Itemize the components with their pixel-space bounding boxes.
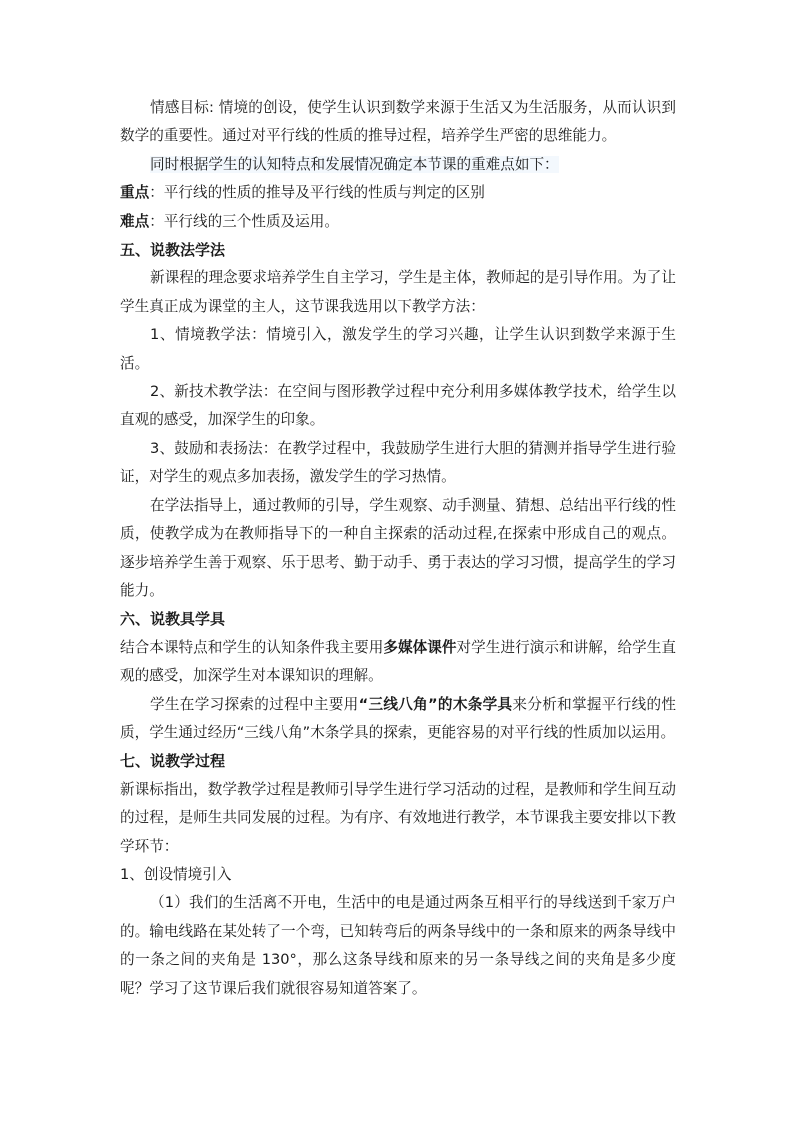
difficult-point — [120, 208, 676, 236]
section-heading-6: 六、说教具学具 — [120, 610, 226, 629]
goal-text: 情境的创设，使学生认识到数学来源于生活又为生活服务，从而认识到数学的重要性。通过对平行线的性质的推导过程，培养学生严密的思维能力。 — [120, 99, 676, 145]
p6-2-c: 来分析和掌握平行线的性质，学生通过经历“三线八角”木条学具的探索，更能容易的对平行线的性质加以运用。 — [120, 695, 676, 741]
goal-paragraph: 情感目标: 情境的创设，使学生认识到数学来源于生活又为生活服务，从而认识到数学的重要性。通过对平行线的性质的推导过程，培养学生严密的思维能力。 — [120, 99, 676, 145]
paragraph-5-5: 在学法指导上，通过教师的引导，学生观察、动手测量、猜想、总结出平行线的性质，使教学成为在教师指导下的一种自主探索的活动过程,在探索中形成自己的观点。逐步培养学生善于观察、乐于思考、勤于动手、勇于表达的学习习惯，提高学生的学习能力。 — [120, 496, 676, 599]
paragraph-7-3: （1）我们的生活离不开电，生活中的电是通过两条互相平行的导线送到千家万户的。输电线路在某处转了一个弯，已知转弯后的两条导线中的一条和原来的两条导线中的一条之间的夹角是 130°，那么这条导线和原来的另一条导线之间的夹角是多少度呢？学习了这节课后我们就很容易知道答案了。 — [120, 894, 676, 997]
key-text: ：平行线的性质的推导及平行线的性质与判定的区别 — [149, 184, 485, 202]
paragraph-7-2: 1、创设情境引入 — [120, 865, 232, 883]
paragraph-5-3: 2、新技术教学法：在空间与图形教学过程中充分利用多媒体教学技术，给学生以直观的感受，加深学生的印象。 — [120, 383, 676, 429]
focus-intro-text: 同时根据学生的认知特点和发展情况确定本节课的重难点如下： — [150, 155, 559, 173]
focus-intro — [120, 151, 676, 179]
paragraph-6-1 — [120, 634, 676, 691]
p6-2-bold: “三线八角”的木条学具 — [358, 695, 513, 713]
p6-1-a: 结合本课特点和学生的认知条件我主要用 — [120, 638, 384, 656]
section-heading-5: 五、说教法学法 — [120, 241, 226, 260]
paragraph-7-1: 新课标指出，数学教学过程是教师引导学生进行学习活动的过程，是教师和学生间互动的过程，是师生共同发展的过程。为有序、有效地进行教学，本节课我主要安排以下教学环节： — [120, 780, 676, 855]
goal-label: 情感目标 — [150, 99, 210, 116]
paragraph-5-4: 3、鼓励和表扬法：在教学过程中，我鼓励学生进行大胆的猜测并指导学生进行验证，对学生的观点多加表扬，激发学生的学习热情。 — [120, 439, 676, 486]
difficult-text: ：平行线的三个性质及运用。 — [149, 212, 339, 230]
p6-1-bold: 多媒体课件 — [383, 638, 457, 656]
difficult-label: 难点 — [120, 212, 150, 230]
paragraph-6-2 — [120, 691, 676, 748]
paragraph-5-2: 1、情境教学法：情境引入，激发学生的学习兴趣，让学生认识到数学来源于生活。 — [120, 326, 676, 372]
document-page — [120, 94, 676, 1003]
p6-1-c: 对学生进行演示和讲解，给学生直观的感受，加深学生对本课知识的理解。 — [120, 638, 676, 685]
p6-2-a: 学生在学习探索的过程中主要用 — [150, 695, 359, 713]
section-heading-7: 七、说教学过程 — [120, 752, 226, 771]
paragraph-5-1: 新课程的理念要求培养学生自主学习，学生是主体，教师起的是引导作用。为了让学生真正成为课堂的主人，这节课我选用以下教学方法： — [120, 269, 676, 315]
key-point — [120, 179, 676, 207]
key-label: 重点 — [120, 184, 150, 202]
